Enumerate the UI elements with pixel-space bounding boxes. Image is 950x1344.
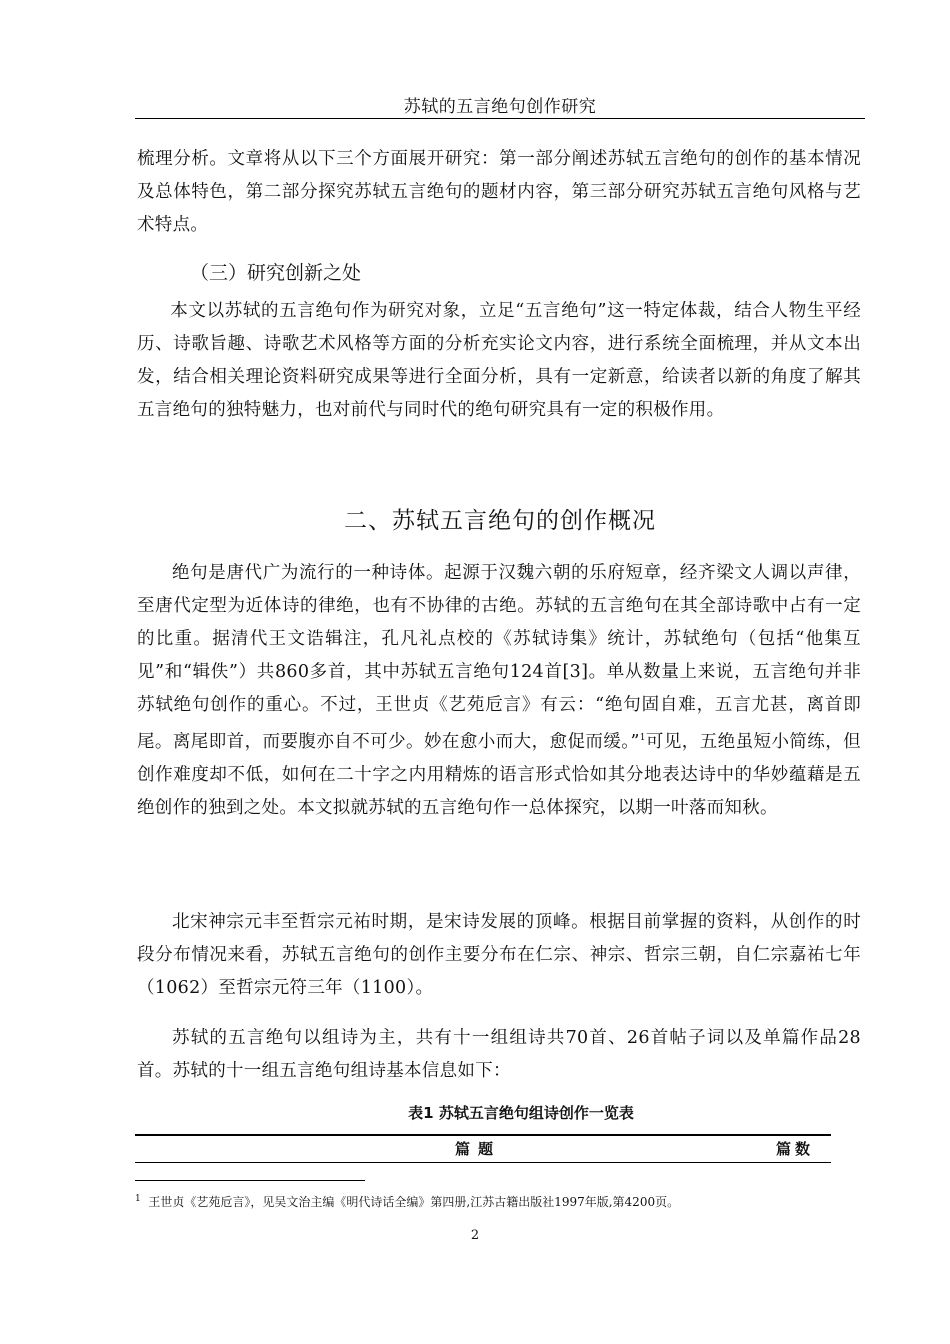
table-header-count: 篇数 [776, 1140, 815, 1158]
table-header-title: 篇题 [455, 1140, 502, 1158]
table-caption: 表1 苏轼五言绝句组诗创作一览表 [408, 1104, 634, 1122]
innovation-heading: （三）研究创新之处 [190, 262, 362, 284]
innovation-paragraph [137, 295, 861, 427]
section2-para1-before-note: 绝句是唐代广为流行的一种诗体。起源于汉魏六朝的乐府短章，经齐梁文人调以声律，至唐代定型为近体诗的律绝，也有不协律的古绝。苏轼的五言绝句在其全部诗歌中占有一定的比重。据清代王文诰辑注，孔凡礼点校的《苏轼诗集》统计，苏轼绝句（包括“他集互见”和“辑佚”）共860多首，其中苏轼五言绝句124首[3]。单从数量上来说，五言绝句并非苏轼绝句创作的重心。不过，王世贞《艺苑卮言》有云：“绝句固自难，五言尤甚，离首即尾。离尾即首，而要腹亦自不可少。妙在愈小而大，愈促而缓。” [137, 563, 861, 752]
section2-para2: 北宋神宗元丰至哲宗元祐时期，是宋诗发展的顶峰。根据目前掌握的资料，从创作的时段分布情况来看，苏轼五言绝句的创作主要分布在仁宗、神宗、哲宗三朝，自仁宗嘉祐七年（1062）至哲宗元符三年（1100）。 [137, 912, 861, 998]
footnote-reference[interactable]: 1 [639, 733, 646, 743]
section2-paragraph-1 [137, 557, 861, 825]
footnote-text: 王世贞《艺苑卮言》，见吴文治主编《明代诗话全编》第四册,江苏古籍出版社1997年版,第4200页。 [148, 1195, 680, 1209]
page-number: 2 [470, 1228, 480, 1243]
section2-para1 [137, 557, 861, 825]
table-top-rule [135, 1134, 831, 1136]
innovation-text: 本文以苏轼的五言绝句作为研究对象，立足“五言绝句”这一特定体裁，结合人物生平经历、诗歌旨趣、诗歌艺术风格等方面的分析充实论文内容，进行系统全面梳理，并从文本出发，结合相关理论资料研究成果等进行全面分析，具有一定新意，给读者以新的角度了解其五言绝句的独特魅力，也对前代与同时代的绝句研究具有一定的积极作用。 [137, 301, 861, 420]
intro-tail-paragraph [137, 143, 861, 242]
section2-paragraph-2 [137, 906, 861, 1005]
footnote-mark: 1 [135, 1194, 141, 1204]
section2-paragraph-3 [137, 1022, 861, 1088]
section2-para1-after-note: 可见，五绝虽短小简练，但创作难度却不低，如何在二十字之内用精炼的语言形式恰如其分地表达诗中的华妙蕴藉是五绝创作的独到之处。本文拟就苏轼的五言绝句作一总体探究，以期一叶落而知秋。 [137, 731, 861, 818]
intro-tail-text: 梳理分析。文章将从以下三个方面展开研究：第一部分阐述苏轼五言绝句的创作的基本情况及总体特色，第二部分探究苏轼五言绝句的题材内容，第三部分研究苏轼五言绝句风格与艺术特点。 [137, 149, 861, 235]
section-heading: 二、苏轼五言绝句的创作概况 [344, 508, 656, 534]
footnote-rule [135, 1180, 365, 1181]
section2-para3: 苏轼的五言绝句以组诗为主，共有十一组组诗共70首、26首帖子词以及单篇作品28首。苏轼的十一组五言绝句组诗基本信息如下： [137, 1028, 861, 1081]
table-header-rule [135, 1162, 831, 1163]
footnote [135, 1190, 865, 1211]
running-header: 苏轼的五言绝句创作研究 [403, 97, 597, 117]
header-rule [135, 118, 865, 119]
